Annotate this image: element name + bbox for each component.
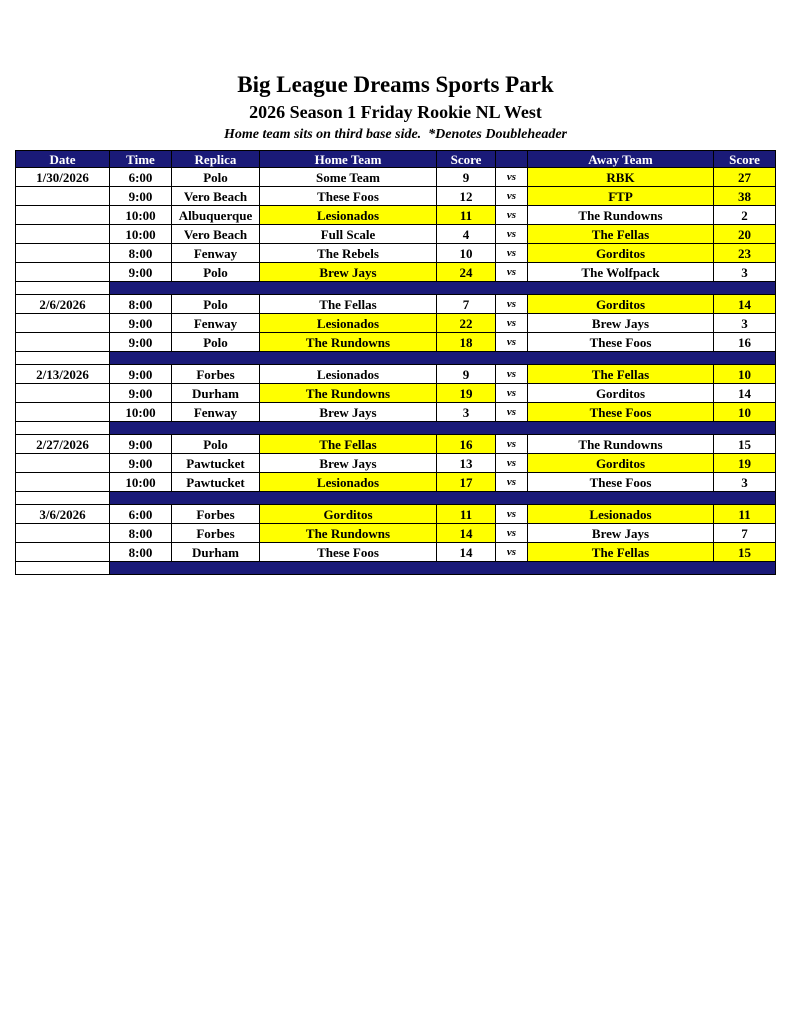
away-score-cell: 15 <box>714 543 776 562</box>
header-date: Date <box>16 151 110 168</box>
home-score-cell: 24 <box>437 263 496 282</box>
date-cell <box>16 524 110 543</box>
home-score-cell: 10 <box>437 244 496 263</box>
game-row <box>16 435 776 454</box>
replica-cell: Polo <box>172 168 260 187</box>
away-score-cell: 20 <box>714 225 776 244</box>
time-cell: 8:00 <box>110 524 172 543</box>
home-score-cell: 11 <box>437 505 496 524</box>
time-cell: 9:00 <box>110 384 172 403</box>
game-row <box>16 505 776 524</box>
header-away-team: Away Team <box>528 151 714 168</box>
game-row <box>16 403 776 422</box>
away-team-cell: FTP <box>528 187 714 206</box>
header-away-score: Score <box>714 151 776 168</box>
separator-bar <box>110 282 776 295</box>
away-team-cell: RBK <box>528 168 714 187</box>
date-cell: 2/13/2026 <box>16 365 110 384</box>
schedule-table <box>15 150 776 575</box>
separator-row <box>16 562 776 575</box>
home-score-cell: 4 <box>437 225 496 244</box>
date-cell <box>16 314 110 333</box>
home-team-cell: Some Team <box>260 168 437 187</box>
home-score-cell: 3 <box>437 403 496 422</box>
time-cell: 9:00 <box>110 333 172 352</box>
home-score-cell: 16 <box>437 435 496 454</box>
date-cell <box>16 244 110 263</box>
away-score-cell: 3 <box>714 314 776 333</box>
game-row <box>16 365 776 384</box>
separator-bar <box>110 422 776 435</box>
time-cell: 8:00 <box>110 244 172 263</box>
replica-cell: Forbes <box>172 524 260 543</box>
time-cell: 9:00 <box>110 263 172 282</box>
replica-cell: Polo <box>172 263 260 282</box>
home-team-cell: The Rundowns <box>260 333 437 352</box>
away-team-cell: Gorditos <box>528 244 714 263</box>
away-score-cell: 3 <box>714 263 776 282</box>
game-row <box>16 524 776 543</box>
page-subtitle: 2026 Season 1 Friday Rookie NL West <box>249 102 542 122</box>
replica-cell: Forbes <box>172 365 260 384</box>
vs-cell: vs <box>496 244 528 263</box>
away-team-cell: The Fellas <box>528 365 714 384</box>
time-cell: 8:00 <box>110 295 172 314</box>
away-team-cell: Gorditos <box>528 295 714 314</box>
time-cell: 6:00 <box>110 168 172 187</box>
away-team-cell: The Rundowns <box>528 206 714 225</box>
separator-row <box>16 422 776 435</box>
home-score-cell: 22 <box>437 314 496 333</box>
away-score-cell: 10 <box>714 403 776 422</box>
game-row <box>16 384 776 403</box>
away-score-cell: 7 <box>714 524 776 543</box>
replica-cell: Fenway <box>172 244 260 263</box>
game-row <box>16 454 776 473</box>
home-score-cell: 9 <box>437 365 496 384</box>
away-score-cell: 16 <box>714 333 776 352</box>
page-title: Big League Dreams Sports Park <box>237 72 554 97</box>
date-cell: 2/6/2026 <box>16 295 110 314</box>
home-score-cell: 14 <box>437 524 496 543</box>
away-team-cell: The Fellas <box>528 225 714 244</box>
away-score-cell: 14 <box>714 295 776 314</box>
replica-cell: Polo <box>172 435 260 454</box>
time-cell: 10:00 <box>110 206 172 225</box>
away-score-cell: 27 <box>714 168 776 187</box>
away-team-cell: These Foos <box>528 333 714 352</box>
separator-row <box>16 492 776 505</box>
separator-row <box>16 282 776 295</box>
header-vs-spacer <box>496 151 528 168</box>
time-cell: 9:00 <box>110 187 172 206</box>
vs-cell: vs <box>496 333 528 352</box>
vs-cell: vs <box>496 295 528 314</box>
date-cell <box>16 206 110 225</box>
away-score-cell: 2 <box>714 206 776 225</box>
home-team-cell: Lesionados <box>260 473 437 492</box>
game-row <box>16 225 776 244</box>
vs-cell: vs <box>496 505 528 524</box>
away-score-cell: 15 <box>714 435 776 454</box>
replica-cell: Pawtucket <box>172 473 260 492</box>
home-score-cell: 7 <box>437 295 496 314</box>
date-cell <box>16 333 110 352</box>
date-cell <box>16 454 110 473</box>
schedule-body <box>16 168 776 575</box>
separator-date-cell <box>16 562 110 575</box>
home-team-cell: Brew Jays <box>260 454 437 473</box>
game-row <box>16 473 776 492</box>
vs-cell: vs <box>496 314 528 333</box>
away-score-cell: 19 <box>714 454 776 473</box>
vs-cell: vs <box>496 225 528 244</box>
time-cell: 9:00 <box>110 365 172 384</box>
away-team-cell: The Fellas <box>528 543 714 562</box>
replica-cell: Vero Beach <box>172 225 260 244</box>
vs-cell: vs <box>496 206 528 225</box>
home-team-cell: The Fellas <box>260 295 437 314</box>
separator-date-cell <box>16 282 110 295</box>
header-replica: Replica <box>172 151 260 168</box>
game-row <box>16 263 776 282</box>
game-row <box>16 187 776 206</box>
home-score-cell: 18 <box>437 333 496 352</box>
vs-cell: vs <box>496 187 528 206</box>
away-score-cell: 10 <box>714 365 776 384</box>
home-team-cell: Lesionados <box>260 206 437 225</box>
replica-cell: Pawtucket <box>172 454 260 473</box>
home-team-cell: Gorditos <box>260 505 437 524</box>
replica-cell: Polo <box>172 333 260 352</box>
vs-cell: vs <box>496 168 528 187</box>
game-row <box>16 168 776 187</box>
separator-bar <box>110 492 776 505</box>
replica-cell: Fenway <box>172 314 260 333</box>
replica-cell: Forbes <box>172 505 260 524</box>
date-cell: 3/6/2026 <box>16 505 110 524</box>
home-score-cell: 13 <box>437 454 496 473</box>
separator-bar <box>110 562 776 575</box>
vs-cell: vs <box>496 524 528 543</box>
home-team-cell: The Rundowns <box>260 384 437 403</box>
date-cell <box>16 384 110 403</box>
away-score-cell: 38 <box>714 187 776 206</box>
game-row <box>16 543 776 562</box>
home-team-cell: The Rundowns <box>260 524 437 543</box>
home-team-cell: The Fellas <box>260 435 437 454</box>
game-row <box>16 244 776 263</box>
home-team-cell: Full Scale <box>260 225 437 244</box>
separator-row <box>16 352 776 365</box>
vs-cell: vs <box>496 263 528 282</box>
home-score-cell: 12 <box>437 187 496 206</box>
vs-cell: vs <box>496 435 528 454</box>
separator-bar <box>110 352 776 365</box>
home-team-cell: Brew Jays <box>260 263 437 282</box>
away-score-cell: 23 <box>714 244 776 263</box>
header-home-score: Score <box>437 151 496 168</box>
time-cell: 10:00 <box>110 473 172 492</box>
away-team-cell: Gorditos <box>528 454 714 473</box>
home-team-cell: Lesionados <box>260 365 437 384</box>
game-row <box>16 295 776 314</box>
date-cell <box>16 473 110 492</box>
header-home-team: Home Team <box>260 151 437 168</box>
vs-cell: vs <box>496 543 528 562</box>
header-row <box>16 151 776 168</box>
away-team-cell: These Foos <box>528 403 714 422</box>
time-cell: 6:00 <box>110 505 172 524</box>
away-team-cell: The Wolfpack <box>528 263 714 282</box>
away-score-cell: 3 <box>714 473 776 492</box>
date-cell <box>16 225 110 244</box>
replica-cell: Vero Beach <box>172 187 260 206</box>
date-cell <box>16 403 110 422</box>
away-team-cell: These Foos <box>528 473 714 492</box>
replica-cell: Albuquerque <box>172 206 260 225</box>
game-row <box>16 314 776 333</box>
date-cell <box>16 187 110 206</box>
date-cell <box>16 543 110 562</box>
separator-date-cell <box>16 422 110 435</box>
home-team-cell: These Foos <box>260 187 437 206</box>
home-team-cell: Lesionados <box>260 314 437 333</box>
home-score-cell: 9 <box>437 168 496 187</box>
vs-cell: vs <box>496 454 528 473</box>
header-time: Time <box>110 151 172 168</box>
separator-date-cell <box>16 352 110 365</box>
home-score-cell: 19 <box>437 384 496 403</box>
home-score-cell: 17 <box>437 473 496 492</box>
away-team-cell: The Rundowns <box>528 435 714 454</box>
time-cell: 10:00 <box>110 403 172 422</box>
away-team-cell: Lesionados <box>528 505 714 524</box>
home-score-cell: 14 <box>437 543 496 562</box>
separator-date-cell <box>16 492 110 505</box>
home-team-cell: These Foos <box>260 543 437 562</box>
replica-cell: Durham <box>172 384 260 403</box>
vs-cell: vs <box>496 473 528 492</box>
away-team-cell: Brew Jays <box>528 314 714 333</box>
date-cell <box>16 263 110 282</box>
away-team-cell: Brew Jays <box>528 524 714 543</box>
date-cell: 2/27/2026 <box>16 435 110 454</box>
time-cell: 9:00 <box>110 314 172 333</box>
vs-cell: vs <box>496 403 528 422</box>
date-cell: 1/30/2026 <box>16 168 110 187</box>
away-score-cell: 14 <box>714 384 776 403</box>
vs-cell: vs <box>496 384 528 403</box>
game-row <box>16 206 776 225</box>
replica-cell: Polo <box>172 295 260 314</box>
vs-cell: vs <box>496 365 528 384</box>
away-score-cell: 11 <box>714 505 776 524</box>
game-row <box>16 333 776 352</box>
time-cell: 10:00 <box>110 225 172 244</box>
replica-cell: Durham <box>172 543 260 562</box>
schedule-note: Home team sits on third base side. *Denotes Doubleheader <box>224 127 567 142</box>
home-team-cell: The Rebels <box>260 244 437 263</box>
replica-cell: Fenway <box>172 403 260 422</box>
time-cell: 9:00 <box>110 435 172 454</box>
away-team-cell: Gorditos <box>528 384 714 403</box>
home-team-cell: Brew Jays <box>260 403 437 422</box>
time-cell: 8:00 <box>110 543 172 562</box>
home-score-cell: 11 <box>437 206 496 225</box>
time-cell: 9:00 <box>110 454 172 473</box>
